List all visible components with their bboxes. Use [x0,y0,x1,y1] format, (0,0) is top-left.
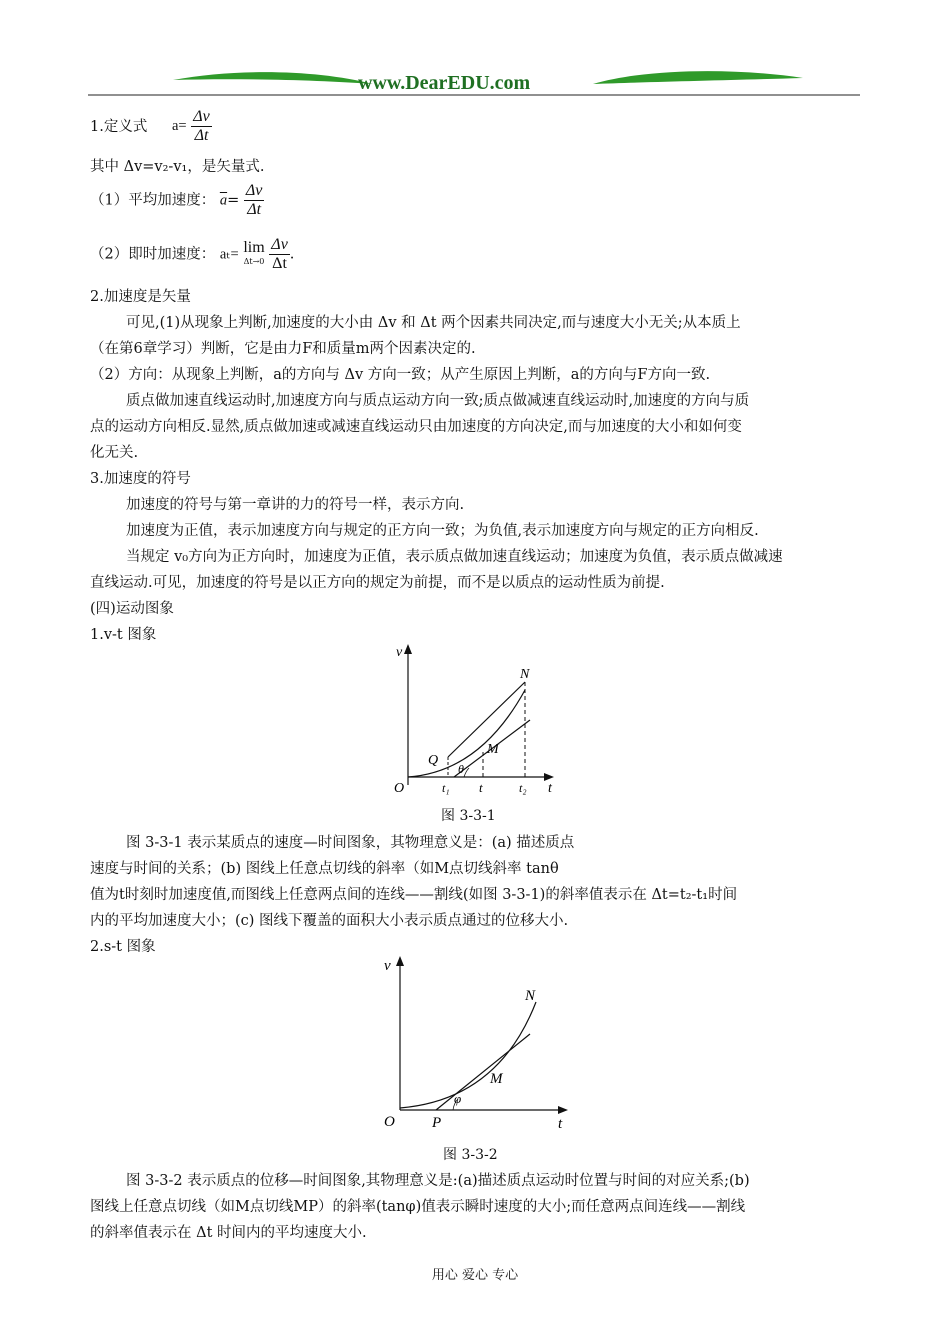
page-footer: 用心 爱心 专心 [431,1268,519,1283]
s3-p3b: 直线运动.可见，加速度的符号是以正方向的规定为前提，而不是以质点的运动性质为前提. [90,575,665,591]
s2-p1b: （在第6章学习）判断，它是由力F和质量m两个因素决定的. [90,341,476,357]
s3-p2: 加速度为正值，表示加速度方向与规定的正方向一致；为负值,表示加速度方向与规定的正方向相反. [126,523,759,539]
y-arrow [396,956,404,966]
s2-p1a: 可见,(1)从现象上判断,加速度的大小由 Δv 和 Δt 两个因素共同决定,而与速度大小无关;从本质上 [126,315,741,331]
d1b: 速度与时间的关系；(b) 图线上任意点切线的斜率（如M点切线斜率 tanθ [90,861,559,877]
label-O: O [384,1114,395,1130]
vt-title: 1.v-t 图象 [90,627,157,643]
site-name: www.DearEDU.com [358,72,531,94]
s2-title: 2.加速度是矢量 [90,289,191,305]
tangent-MP [436,1034,530,1110]
label-M: M [487,742,499,757]
left-leaf [173,72,373,84]
lim-sub: Δt→0 [243,256,265,266]
frac-den: Δt [194,127,209,144]
figure-st-graph [378,950,578,1130]
label-phi: φ [454,1091,462,1106]
label-t1: t₁ [442,781,450,795]
label-v: v [384,958,391,974]
s4-title: (四)运动图象 [90,601,174,617]
s2-p3a: 质点做加速直线运动时,加速度方向与质点运动方向一致;质点做减速直线运动时,加速度的方向与质 [126,393,750,409]
lim: lim [243,238,265,256]
fig1-caption: 图 3-3-1 [441,808,496,824]
avg-label: （1）平均加速度： [90,192,216,209]
at: aₜ= [219,246,239,263]
label-theta: θ [458,762,464,776]
frac-num: Δv [193,108,210,125]
label-v: v [396,645,403,660]
x-arrow [544,773,554,781]
avg-eq: = [227,192,240,209]
d1c: 值为t时刻时加速度值,而图线上任意两点间的连线——割线(如图 3-3-1)的斜率值表示在 Δt=t₂-t₁时间 [90,887,738,903]
d2c: 的斜率值表示在 Δt 时间内的平均速度大小. [90,1225,367,1241]
s3-title: 3.加速度的符号 [90,471,191,487]
d1d: 内的平均加速度大小；(c) 图线下覆盖的面积大小表示质点通过的位移大小. [90,913,569,929]
s3-p1: 加速度的符号与第一章讲的力的符号一样，表示方向. [126,497,465,513]
inst-den: Δt [272,255,287,272]
avg-accel-row [90,182,264,219]
st-curve [400,1002,536,1108]
label-Q: Q [428,753,439,768]
label-M: M [490,1071,503,1087]
label-P: P [432,1115,442,1130]
d2b: 图线上任意点切线（如M点切线MP）的斜率(tanφ)值表示瞬时速度的大小;而任意两点间连线——割线 [90,1199,746,1215]
label-t: t [548,781,552,796]
inst-label: （2）即时加速度： [90,246,216,263]
vt-curve [408,690,525,777]
inst-accel-row [90,236,294,273]
avg-frac [244,182,265,219]
definition-formula [172,108,212,145]
lim-block [243,238,265,269]
inst-num: Δv [271,236,288,253]
fig2-caption: 图 3-3-2 [443,1147,498,1163]
st-title: 2.s-t 图象 [90,939,156,955]
s1-title-row [90,117,147,137]
s2-p3c: 化无关. [90,445,139,461]
s1-title: 1.定义式 [90,119,148,135]
avg-den: Δt [247,201,262,218]
frac-dv-dt [191,108,212,145]
label-t2: t₂ [519,781,527,795]
s3-p3a: 当规定 v₀方向为正方向时，加速度为正值，表示质点做加速直线运动；加速度为负值，表示质点做减速 [126,549,783,565]
right-leaf [593,71,803,84]
y-arrow [404,644,412,654]
label-tm: t [479,780,483,795]
abar: $\overline{a}$ [219,192,228,209]
label-N: N [525,988,536,1004]
figure-vt-graph [390,640,580,800]
x-arrow [558,1106,568,1114]
s2-p2: （2）方向：从现象上判断，a的方向与 Δv 方向一致；从产生原因上判断，a的方向与F方向一致. [90,367,711,383]
label-O: O [394,781,405,796]
d2a: 图 3-3-2 表示质点的位移—时间图象,其物理意义是:(a)描述质点运动时位置与时间的对应关系;(b) [126,1173,750,1189]
header-banner [88,60,860,100]
s1-line2: 其中 Δv=v₂-v₁，是矢量式. [90,159,265,175]
label-t: t [558,1116,563,1130]
inst-frac [269,236,290,273]
s2-p3b: 点的运动方向相反.显然,质点做加速或减速直线运动只由加速度的方向决定,而与加速度的大小和如何变 [90,419,742,435]
inst-period: . [289,246,295,263]
label-N: N [520,667,530,682]
a-eq: a= [172,118,187,134]
avg-num: Δv [245,182,263,199]
d1a: 图 3-3-1 表示某质点的速度—时间图象，其物理意义是：(a) 描述质点 [126,835,575,851]
